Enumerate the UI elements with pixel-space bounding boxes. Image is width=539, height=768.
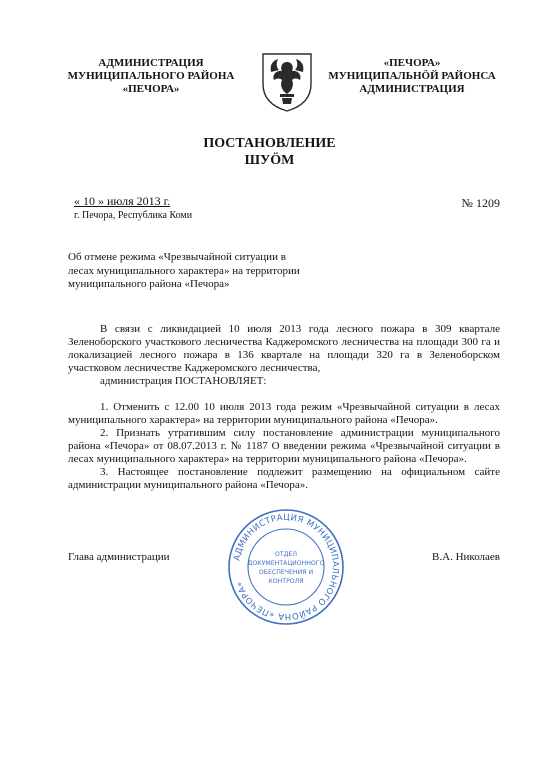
title-line-2: ШУÖМ: [244, 153, 295, 168]
header-left-line-2: МУНИЦИПАЛЬНОГО РАЙОНА: [67, 70, 235, 82]
body-preamble: В связи с ликвидацией 10 июля 2013 года лесного пожара в 309 квартале Зеленоборского участкового лесничества Каджеромского лесничества на площади 300 га и локализацией лесного пожара в 136 квартале на площади 320 га в Зеленоборском участковом лесничестве Каджеромского лесничества,: [68, 323, 500, 374]
body-decree: администрация ПОСТАНОВЛЯЕТ:: [100, 375, 267, 387]
signature-position: Глава администрации: [68, 551, 170, 563]
coat-of-arms-emblem: [258, 48, 316, 114]
stamp-outer-text: АДМИНИСТРАЦИЯ МУНИЦИПАЛЬНОГО РАЙОНА «ПЕЧОРА»: [232, 512, 341, 622]
stamp-center-line-4: КОНТРОЛЯ: [268, 578, 304, 585]
header-left: [66, 57, 236, 96]
title-line-1: ПОСТАНОВЛЕНИЕ: [203, 136, 336, 151]
subject-line-2: лесах муниципального характера» на территории: [68, 264, 300, 277]
document-place: г. Печора, Республика Коми: [74, 210, 193, 221]
body-item-1: 1. Отменить с 12.00 10 июля 2013 года режим «Чрезвычайной ситуации в лесах муниципального характера» на территории муниципального района «Печора».: [68, 401, 500, 426]
header-left-line-3: «ПЕЧОРА»: [122, 83, 180, 95]
signature-name: В.А. Николаев: [432, 551, 500, 563]
subject-line-1: Об отмене режима «Чрезвычайной ситуации в: [68, 251, 286, 263]
body-item-2: 2. Признать утратившим силу постановление администрации муниципального района «Печора» от 08.07.2013 г. № 1187 О введении режима «Чрезвычайной ситуации в лесах муниципального характера» на территории муниципального района «Печора».: [68, 427, 500, 465]
header-right-line-1: «ПЕЧОРА»: [383, 57, 441, 69]
body-item-3: 3. Настоящее постановление подлежит размещению на официальном сайте администрации муниципального района «Печора».: [68, 466, 500, 491]
stamp-center-line-2: ДОКУМЕНТАЦИОННОГО: [247, 560, 325, 567]
stamp-center-line-3: ОБЕСПЕЧЕНИЯ И: [258, 569, 314, 576]
official-stamp: [226, 507, 346, 627]
document-date: « 10 » июля 2013 г.: [74, 194, 171, 208]
header-right-line-3: АДМИНИСТРАЦИЯ: [359, 83, 465, 95]
header-right: [324, 57, 500, 96]
document-body: [68, 323, 500, 492]
document-number: № 1209: [461, 196, 500, 210]
document-title: [0, 135, 539, 169]
document-subject: [68, 251, 338, 292]
header-left-line-1: АДМИНИСТРАЦИЯ: [98, 57, 204, 69]
subject-line-3: муниципального района «Печора»: [68, 278, 230, 290]
header-right-line-2: МУНИЦИПАЛЬНÖЙ РАЙОНСА: [328, 70, 496, 82]
stamp-center-line-1: ОТДЕЛ: [274, 551, 298, 558]
